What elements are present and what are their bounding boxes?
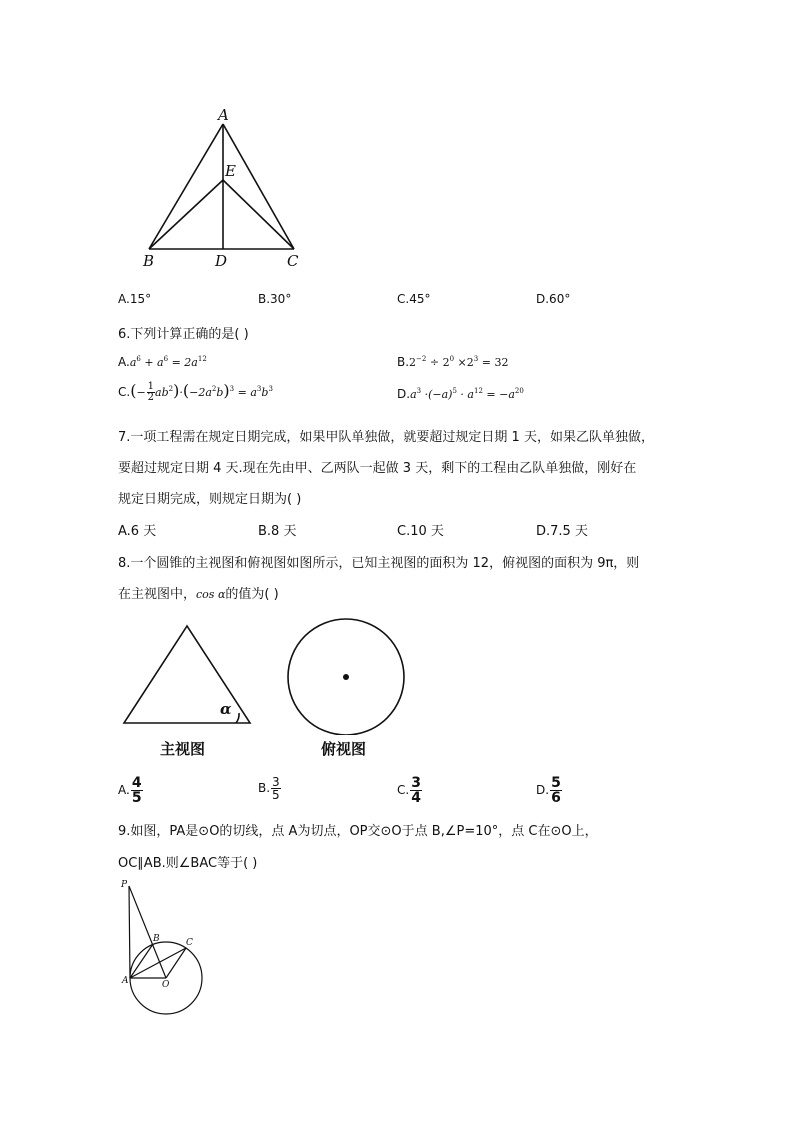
front-view-caption: 主视图 [160, 740, 206, 758]
q7-option-c[interactable]: C.10 天 [397, 524, 444, 539]
q7-line-1: 7.一项工程需在规定日期完成，如果甲队单独做，就要超过规定日期 1 天，如果乙队单独做， [118, 430, 654, 445]
q8-line-2: 在主视图中，cos α的值为( ) [118, 587, 279, 602]
q7-option-b[interactable]: B.8 天 [258, 524, 297, 539]
q8-option-c[interactable]: C. $\frac{3}{4}$ [397, 775, 421, 806]
alpha-label: α [220, 700, 232, 718]
label-A: A [218, 106, 229, 124]
q5-option-a[interactable]: A.15° [118, 292, 152, 306]
q6-option-c[interactable]: C.(− $\frac{1}{2}$ $ab^2)\cdot(-2a^2b)^3 = a^3b^3$ [118, 381, 273, 403]
q8-option-d[interactable]: D. $\frac{5}{6}$ [536, 775, 561, 806]
label-C: C [287, 252, 299, 270]
q6-option-d[interactable]: $D.a^3 \cdot(-a)^5 \cdot a^{12} = -a^{20}$ [397, 387, 524, 401]
q9-line-1: 9.如图，PA是⊙O的切线，点 A为切点，OP交⊙O于点 B,∠P=10°，点 C在⊙O上， [118, 824, 598, 839]
q7-option-a[interactable]: A.6 天 [118, 524, 157, 539]
label-B9: B [153, 934, 160, 944]
cone-views-figure [115, 615, 415, 735]
label-E: E [225, 162, 236, 180]
q7-line-2: 要超过规定日期 4 天.现在先由甲、乙两队一起做 3 天，剩下的工程由乙队单独做，刚好在 [118, 461, 637, 476]
label-P: P [121, 880, 128, 890]
q7-option-d[interactable]: D.7.5 天 [536, 524, 588, 539]
q6-option-a[interactable]: $A.a^6 + a^6 = 2a^{12}$ [118, 355, 207, 369]
q6-option-b[interactable]: $B.2^{-2} \div 2^0 \times 2^3 = 32$ [397, 355, 509, 369]
q9-line-2: OC∥AB.则∠BAC等于( ) [118, 856, 258, 871]
triangle-figure [130, 100, 320, 275]
q5-option-c[interactable]: C.45° [397, 292, 431, 306]
label-B: B [143, 252, 155, 270]
q6-stem: 6.下列计算正确的是( ) [118, 327, 249, 342]
label-O: O [162, 980, 170, 990]
q5-option-b[interactable]: B.30° [258, 292, 292, 306]
q5-option-d[interactable]: D.60° [536, 292, 571, 306]
q8-line-1: 8.一个圆锥的主视图和俯视图如图所示，已知主视图的面积为 12，俯视图的面积为 9π，则 [118, 556, 640, 571]
top-view-caption: 俯视图 [321, 740, 367, 758]
label-C9: C [186, 938, 193, 948]
label-A9: A [122, 976, 129, 986]
label-D: D [215, 252, 228, 270]
circle-tangent-figure [118, 880, 218, 1020]
q7-line-3: 规定日期完成，则规定日期为( ) [118, 492, 302, 507]
q8-option-a[interactable]: A. $\frac{4}{5}$ [118, 775, 142, 806]
q8-option-b[interactable]: B. $\frac{3}{5}$ [258, 775, 280, 802]
